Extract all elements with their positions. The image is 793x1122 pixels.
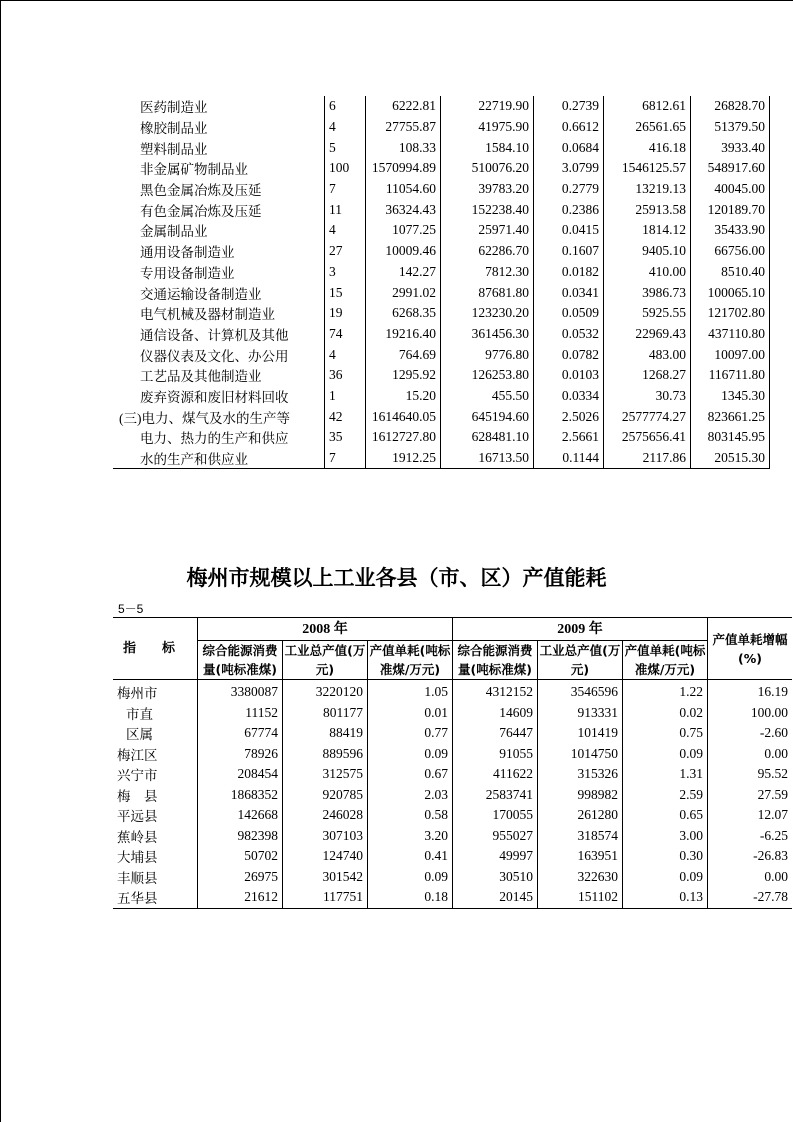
value-cell: 27.59 <box>757 786 788 802</box>
value-cell: 0.18 <box>368 887 453 908</box>
industry-name-cell: 电力、热力的生产和供应 <box>113 427 325 448</box>
value-cell: 11152 <box>198 703 283 724</box>
value-cell: 548917.60 <box>691 158 770 179</box>
enterprise-count-cell: 74 <box>325 324 366 345</box>
output-2008-header: 工业总产值(万元) <box>283 641 368 680</box>
value-cell: 6222.81 <box>366 96 441 117</box>
value-cell: 170055 <box>453 805 538 826</box>
table-row <box>113 846 792 867</box>
value-cell: 0.2739 <box>534 96 604 117</box>
table-number: 5－5 <box>118 602 144 616</box>
value-cell: 4312152 <box>453 680 538 703</box>
value-cell: 3546596 <box>538 680 623 703</box>
table-row <box>113 448 770 469</box>
region-name-cell: 梅江区 <box>113 744 198 765</box>
value-cell: 0.0103 <box>534 365 604 386</box>
energy-2009-header: 综合能源消费量(吨标准煤) <box>453 641 538 680</box>
table-row <box>113 324 770 345</box>
enterprise-count-cell: 15 <box>325 282 366 303</box>
enterprise-count-cell: 4 <box>325 220 366 241</box>
value-cell: 100.00 <box>750 704 788 720</box>
year-2009-header: 2009 年 <box>453 618 708 641</box>
value-cell: 1.31 <box>623 764 708 785</box>
value-cell: 322630 <box>538 867 623 888</box>
enterprise-count-cell: 1 <box>325 386 366 407</box>
value-cell: 1.05 <box>368 680 453 703</box>
section-title: 梅州市规模以上工业各县（市、区）产值能耗 <box>186 566 607 590</box>
value-cell: 1868352 <box>198 785 283 806</box>
value-cell: 1.22 <box>623 680 708 703</box>
table-row <box>113 427 770 448</box>
table-row <box>113 199 770 220</box>
value-cell: 1612727.80 <box>366 427 441 448</box>
value-cell: 62286.70 <box>441 241 534 262</box>
value-cell: 955027 <box>453 826 538 847</box>
value-cell: 26828.70 <box>691 96 770 117</box>
value-cell: 0.09 <box>368 867 453 888</box>
industry-name-cell: 医药制造业 <box>113 96 325 117</box>
region-name-cell: 梅州市 <box>113 680 198 703</box>
page-border-left <box>0 0 1 1122</box>
value-cell: 163951 <box>538 846 623 867</box>
value-cell: 1077.25 <box>366 220 441 241</box>
value-cell: 35433.90 <box>691 220 770 241</box>
value-cell: 152238.40 <box>441 199 534 220</box>
table-row <box>113 262 770 283</box>
value-cell: 6812.61 <box>604 96 691 117</box>
enterprise-count-cell: 36 <box>325 365 366 386</box>
value-cell: 123230.20 <box>441 303 534 324</box>
region-name-cell: 区属 <box>113 723 198 744</box>
value-cell: 78926 <box>198 744 283 765</box>
table-row <box>113 303 770 324</box>
value-cell: 318574 <box>538 826 623 847</box>
value-cell: 20145 <box>453 887 538 908</box>
value-cell: -27.78 <box>708 887 793 908</box>
value-cell: 8510.40 <box>691 262 770 283</box>
value-cell: 0.77 <box>368 723 453 744</box>
energy-2008-header: 综合能源消费量(吨标准煤) <box>198 641 283 680</box>
value-cell: 2577774.27 <box>604 406 691 427</box>
industry-table <box>113 96 770 469</box>
value-cell: 1614640.05 <box>366 406 441 427</box>
table-row <box>113 785 792 806</box>
value-cell: 2991.02 <box>366 282 441 303</box>
value-cell: 6268.35 <box>366 303 441 324</box>
value-cell: 1268.27 <box>604 365 691 386</box>
value-cell: 87681.80 <box>441 282 534 303</box>
value-cell: 0.41 <box>368 846 453 867</box>
enterprise-count-cell: 7 <box>325 179 366 200</box>
industry-name-cell: (三)电力、煤气及水的生产等 <box>113 406 325 427</box>
value-cell: 13219.13 <box>604 179 691 200</box>
value-cell: 22719.90 <box>441 96 534 117</box>
value-cell: 889596 <box>283 744 368 765</box>
unit-2009-header: 产值单耗(吨标准煤/万元) <box>623 641 708 680</box>
table-row <box>113 744 792 765</box>
table-row <box>113 680 792 703</box>
unit-2008-header: 产值单耗(吨标准煤/万元) <box>368 641 453 680</box>
value-cell: 3380087 <box>198 680 283 703</box>
table-row <box>113 241 770 262</box>
value-cell: 411622 <box>453 764 538 785</box>
value-cell: 0.2386 <box>534 199 604 220</box>
value-cell: 0.0684 <box>534 137 604 158</box>
value-cell: 30.73 <box>604 386 691 407</box>
value-cell: 25971.40 <box>441 220 534 241</box>
value-cell: 41975.90 <box>441 117 534 138</box>
value-cell: 0.0532 <box>534 324 604 345</box>
value-cell: 1345.30 <box>691 386 770 407</box>
year-2008-header: 2008 年 <box>198 618 453 641</box>
page-border-top <box>0 0 793 1</box>
value-cell: 2117.86 <box>604 448 691 469</box>
value-cell: 628481.10 <box>441 427 534 448</box>
table-row <box>113 764 792 785</box>
value-cell: 0.00 <box>764 745 788 761</box>
value-cell: 1912.25 <box>366 448 441 469</box>
table-row <box>113 117 770 138</box>
region-name-cell: 市直 <box>113 703 198 724</box>
value-cell: 1014750 <box>538 744 623 765</box>
value-cell: 2575656.41 <box>604 427 691 448</box>
value-cell: 1295.92 <box>366 365 441 386</box>
value-cell: 764.69 <box>366 344 441 365</box>
enterprise-count-cell: 7 <box>325 448 366 469</box>
industry-name-cell: 非金属矿物制品业 <box>113 158 325 179</box>
value-cell: 27755.87 <box>366 117 441 138</box>
region-name-cell: 蕉岭县 <box>113 826 198 847</box>
value-cell: 11054.60 <box>366 179 441 200</box>
industry-name-cell: 橡胶制品业 <box>113 117 325 138</box>
value-cell: 10097.00 <box>691 344 770 365</box>
value-cell: 66756.00 <box>691 241 770 262</box>
enterprise-count-cell: 5 <box>325 137 366 158</box>
region-name-cell: 大埔县 <box>113 846 198 867</box>
value-cell: 0.0415 <box>534 220 604 241</box>
value-cell: 0.0509 <box>534 303 604 324</box>
value-cell: 36324.43 <box>366 199 441 220</box>
value-cell: 437110.80 <box>691 324 770 345</box>
value-cell: 15.20 <box>366 386 441 407</box>
value-cell: 0.0334 <box>534 386 604 407</box>
industry-name-cell: 交通运输设备制造业 <box>113 282 325 303</box>
enterprise-count-cell: 6 <box>325 96 366 117</box>
value-cell: 108.33 <box>366 137 441 158</box>
value-cell: 100065.10 <box>691 282 770 303</box>
value-cell: 455.50 <box>441 386 534 407</box>
value-cell: -6.25 <box>759 827 788 843</box>
enterprise-count-cell: 4 <box>325 344 366 365</box>
value-cell: 920785 <box>283 785 368 806</box>
industry-name-cell: 废弃资源和废旧材料回收 <box>113 386 325 407</box>
value-cell: 0.00 <box>764 868 788 884</box>
industry-name-cell: 专用设备制造业 <box>113 262 325 283</box>
table-row <box>113 179 770 200</box>
table-row <box>113 805 792 826</box>
value-cell: 2583741 <box>453 785 538 806</box>
value-cell: 1584.10 <box>441 137 534 158</box>
table-row <box>113 282 770 303</box>
value-cell: 483.00 <box>604 344 691 365</box>
region-name-cell: 丰顺县 <box>113 867 198 888</box>
region-name-cell: 兴宁市 <box>113 764 198 785</box>
enterprise-count-cell: 4 <box>325 117 366 138</box>
value-cell: 998982 <box>538 785 623 806</box>
value-cell: 21612 <box>198 887 283 908</box>
value-cell: 116711.80 <box>691 365 770 386</box>
industry-name-cell: 水的生产和供应业 <box>113 448 325 469</box>
value-cell: 91055 <box>453 744 538 765</box>
value-cell: 823661.25 <box>691 406 770 427</box>
table-row <box>113 365 770 386</box>
value-cell: 208454 <box>198 764 283 785</box>
value-cell: 142668 <box>198 805 283 826</box>
region-name-cell: 平远县 <box>113 805 198 826</box>
value-cell: 416.18 <box>604 137 691 158</box>
industry-name-cell: 电气机械及器材制造业 <box>113 303 325 324</box>
value-cell: 307103 <box>283 826 368 847</box>
value-cell: 0.67 <box>368 764 453 785</box>
value-cell: 3.00 <box>623 826 708 847</box>
value-cell: 14609 <box>453 703 538 724</box>
table-row <box>113 406 770 427</box>
enterprise-count-cell: 3 <box>325 262 366 283</box>
value-cell: -2.60 <box>759 725 788 741</box>
value-cell: 645194.60 <box>441 406 534 427</box>
enterprise-count-cell: 42 <box>325 406 366 427</box>
table-row <box>113 867 792 888</box>
value-cell: 2.5026 <box>534 406 604 427</box>
value-cell: 95.52 <box>757 766 788 782</box>
value-cell: 1570994.89 <box>366 158 441 179</box>
value-cell: 261280 <box>538 805 623 826</box>
table-row <box>113 826 792 847</box>
value-cell: 124740 <box>283 846 368 867</box>
industry-name-cell: 工艺品及其他制造业 <box>113 365 325 386</box>
value-cell: 0.01 <box>368 703 453 724</box>
value-cell: 22969.43 <box>604 324 691 345</box>
county-energy-table <box>113 617 792 909</box>
value-cell: 16.19 <box>757 684 788 700</box>
value-cell: 0.30 <box>623 846 708 867</box>
industry-name-cell: 塑料制品业 <box>113 137 325 158</box>
table-row <box>113 344 770 365</box>
value-cell: 301542 <box>283 867 368 888</box>
value-cell: 3986.73 <box>604 282 691 303</box>
value-cell: 0.2779 <box>534 179 604 200</box>
value-cell: 1814.12 <box>604 220 691 241</box>
value-cell: 9776.80 <box>441 344 534 365</box>
table-row <box>113 137 770 158</box>
value-cell: 19216.40 <box>366 324 441 345</box>
value-cell: 120189.70 <box>691 199 770 220</box>
industry-name-cell: 通信设备、计算机及其他 <box>113 324 325 345</box>
value-cell: 803145.95 <box>691 427 770 448</box>
region-name-cell: 五华县 <box>113 887 198 908</box>
value-cell: 151102 <box>538 887 623 908</box>
value-cell: 26561.65 <box>604 117 691 138</box>
table-row <box>113 220 770 241</box>
value-cell: 50702 <box>198 846 283 867</box>
value-cell: 117751 <box>283 887 368 908</box>
value-cell: 0.09 <box>368 744 453 765</box>
value-cell: 0.1144 <box>534 448 604 469</box>
industry-name-cell: 通用设备制造业 <box>113 241 325 262</box>
value-cell: 0.02 <box>623 703 708 724</box>
value-cell: 30510 <box>453 867 538 888</box>
industry-name-cell: 仪器仪表及文化、办公用 <box>113 344 325 365</box>
enterprise-count-cell: 19 <box>325 303 366 324</box>
table-row <box>113 703 792 724</box>
value-cell: 20515.30 <box>691 448 770 469</box>
enterprise-count-cell: 27 <box>325 241 366 262</box>
value-cell: 246028 <box>283 805 368 826</box>
value-cell: 312575 <box>283 764 368 785</box>
value-cell: 0.58 <box>368 805 453 826</box>
value-cell: 40045.00 <box>691 179 770 200</box>
value-cell: 0.6612 <box>534 117 604 138</box>
value-cell: 0.09 <box>623 867 708 888</box>
value-cell: 2.59 <box>623 785 708 806</box>
value-cell: 39783.20 <box>441 179 534 200</box>
indicator-header: 指 标 <box>113 618 198 680</box>
value-cell: 10009.46 <box>366 241 441 262</box>
value-cell: 0.13 <box>623 887 708 908</box>
value-cell: 0.65 <box>623 805 708 826</box>
value-cell: 67774 <box>198 723 283 744</box>
value-cell: 12.07 <box>757 807 788 823</box>
enterprise-count-cell: 11 <box>325 199 366 220</box>
value-cell: -26.83 <box>753 848 788 864</box>
value-cell: 3.20 <box>368 826 453 847</box>
value-cell: 410.00 <box>604 262 691 283</box>
value-cell: 0.1607 <box>534 241 604 262</box>
value-cell: 26975 <box>198 867 283 888</box>
table-row <box>113 386 770 407</box>
value-cell: 7812.30 <box>441 262 534 283</box>
increase-header: 产值单耗增幅(%) <box>708 618 793 680</box>
table-row <box>113 158 770 179</box>
value-cell: 3933.40 <box>691 137 770 158</box>
value-cell: 3220120 <box>283 680 368 703</box>
value-cell: 0.0782 <box>534 344 604 365</box>
value-cell: 0.0182 <box>534 262 604 283</box>
value-cell: 1546125.57 <box>604 158 691 179</box>
enterprise-count-cell: 100 <box>325 158 366 179</box>
value-cell: 2.03 <box>368 785 453 806</box>
value-cell: 76447 <box>453 723 538 744</box>
value-cell: 361456.30 <box>441 324 534 345</box>
value-cell: 982398 <box>198 826 283 847</box>
industry-name-cell: 有色金属冶炼及压延 <box>113 199 325 220</box>
value-cell: 121702.80 <box>691 303 770 324</box>
output-2009-header: 工业总产值(万元) <box>538 641 623 680</box>
value-cell: 51379.50 <box>691 117 770 138</box>
value-cell: 3.0799 <box>534 158 604 179</box>
value-cell: 0.0341 <box>534 282 604 303</box>
value-cell: 913331 <box>538 703 623 724</box>
value-cell: 5925.55 <box>604 303 691 324</box>
industry-name-cell: 黑色金属冶炼及压延 <box>113 179 325 200</box>
value-cell: 9405.10 <box>604 241 691 262</box>
value-cell: 142.27 <box>366 262 441 283</box>
value-cell: 0.09 <box>623 744 708 765</box>
industry-name-cell: 金属制品业 <box>113 220 325 241</box>
enterprise-count-cell: 35 <box>325 427 366 448</box>
table-row <box>113 723 792 744</box>
region-name-cell: 梅 县 <box>113 785 198 806</box>
table-row <box>113 887 792 908</box>
value-cell: 510076.20 <box>441 158 534 179</box>
table-row <box>113 96 770 117</box>
value-cell: 88419 <box>283 723 368 744</box>
value-cell: 25913.58 <box>604 199 691 220</box>
value-cell: 0.75 <box>623 723 708 744</box>
value-cell: 801177 <box>283 703 368 724</box>
value-cell: 126253.80 <box>441 365 534 386</box>
value-cell: 49997 <box>453 846 538 867</box>
value-cell: 2.5661 <box>534 427 604 448</box>
value-cell: 315326 <box>538 764 623 785</box>
value-cell: 16713.50 <box>441 448 534 469</box>
value-cell: 101419 <box>538 723 623 744</box>
